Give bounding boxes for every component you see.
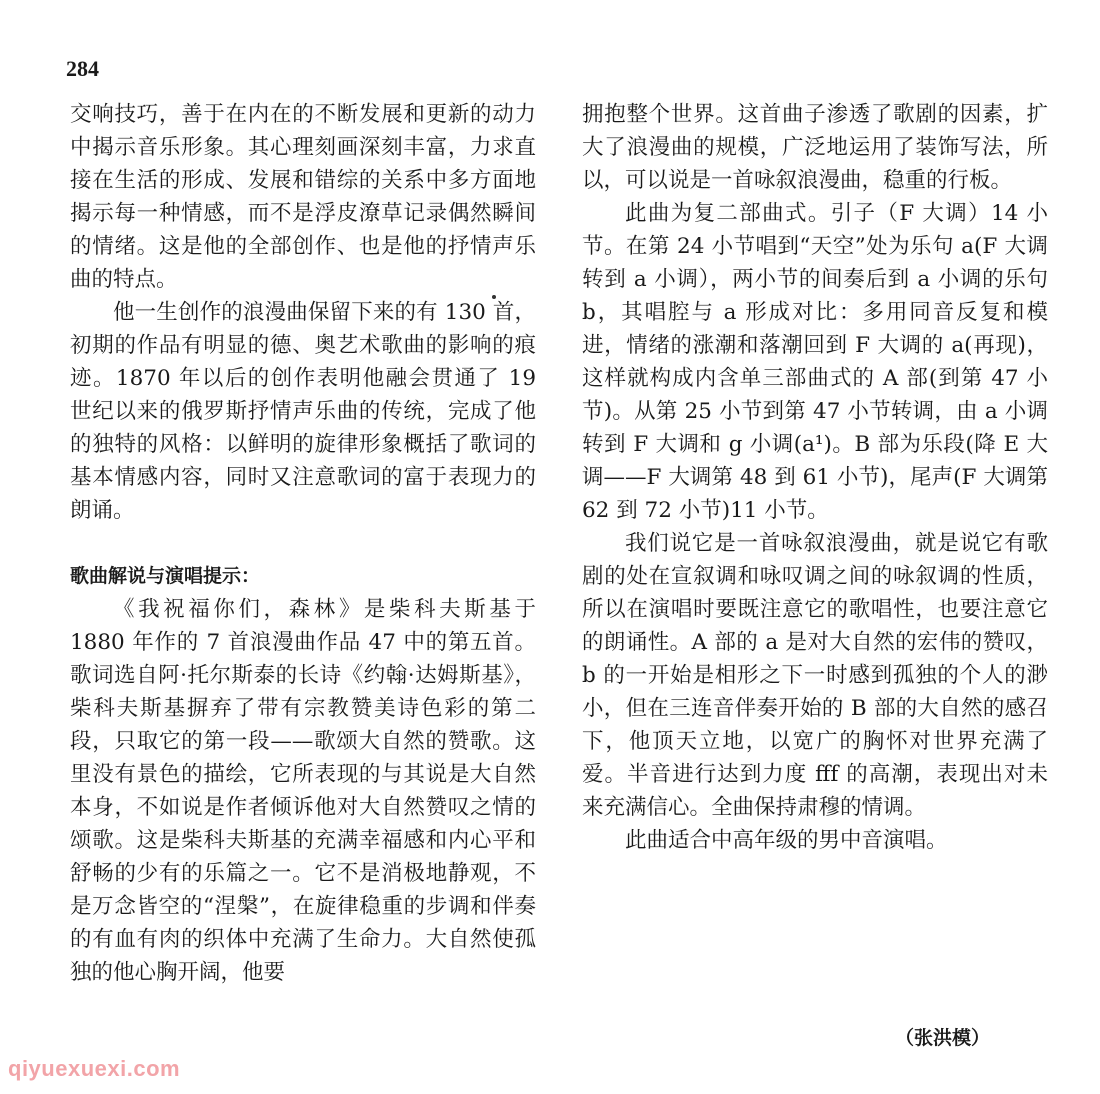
paragraph-suitability: 此曲适合中高年级的男中音演唱。 (625, 828, 948, 853)
left-column (70, 98, 536, 989)
paragraph-creative-style: 交响技巧，善于在内在的不断发展和更新的动力中揭示音乐形象。其心理刻画深刻丰富，力求直接在生活的形成、发展和错综的关系中多方面地揭示每一种情感，而不是浮皮潦草记录偶然瞬间的情绪。这是他的全部创作、也是他的抒情声乐曲的特点。 (70, 102, 536, 292)
section-heading: 歌曲解说与演唱提示： (70, 565, 261, 587)
site-watermark: qiyuexuexi.com (8, 1056, 181, 1081)
paragraph-song-explanation: 《我祝福你们，森林》是柴科夫斯基于 1880 年作的 7 首浪漫曲作品 47 中的第五首。歌词选自阿·托尔斯泰的长诗《约翰·达姆斯基》，柴科夫斯基摒弃了带有宗教赞美诗色彩的第二段，只取它的第一段——歌颂大自然的赞歌。这里没有景色的描绘，它所表现的与其说是大自然本身，不如说是作者倾诉他对大自然赞叹之情的颂歌。这是柴科夫斯基的充满幸福感和内心平和舒畅的少有的乐篇之一。它不是消极地静观，不是万念皆空的“涅槃”，在旋律稳重的步调和伴奏的有血有肉的织体中充满了生命力。大自然使孤独的他心胸开阔，他要 (70, 597, 536, 985)
scan-speck (492, 295, 496, 299)
page-number: 284 (66, 56, 99, 81)
right-column (582, 98, 1048, 857)
paragraph-gap (70, 527, 536, 560)
author-signature: （张洪模） (895, 1027, 991, 1049)
paragraph-continuation: 拥抱整个世界。这首曲子渗透了歌剧的因素，扩大了浪漫曲的规模，广泛地运用了装饰写法，所以，可以说是一首咏叙浪漫曲，稳重的行板。 (582, 102, 1048, 193)
paragraph-performance-tips: 我们说它是一首咏叙浪漫曲，就是说它有歌剧的处在宣叙调和咏叹调之间的咏叙调的性质，所以在演唱时要既注意它的歌唱性，也要注意它的朗诵性。A 部的 a 是对大自然的宏伟的赞叹，b 的一开始是相形之下一时感到孤独的个人的渺小，但在三连音伴奏开始的 B 部的大自然的感召下，他顶天立地，以宽广的胸怀对世界充满了爱。半音进行达到力度 fff 的高潮，表现出对未来充满信心。全曲保持肃穆的情调。 (582, 531, 1048, 820)
paragraph-romances-overview: 他一生创作的浪漫曲保留下来的有 130 首，初期的作品有明显的德、奥艺术歌曲的影响的痕迹。1870 年以后的创作表明他融会贯通了 19 世纪以来的俄罗斯抒情声乐曲的传统，完成了他的独特的风格：以鲜明的旋律形象概括了歌词的基本情感内容，同时又注意歌词的富于表现力的朗诵。 (70, 300, 536, 523)
paragraph-form-analysis: 此曲为复二部曲式。引子（F 大调）14 小节。在第 24 小节唱到“天空”处为乐句 a(F 大调转到 a 小调），两小节的间奏后到 a 小调的乐句 b，其唱腔与 a 形成对比：多用同音反复和模进，情绪的涨潮和落潮回到 F 大调的 a(再现)，这样就构成内含单三部曲式的 A 部(到第 47 小节)。从第 25 小节到第 47 小节转调，由 a 小调转到 F 大调和 g 小调(a¹)。B 部为乐段(降 E 大调——F 大调第 48 到 61 小节)，尾声(F 大调第 62 到 72 小节)11 小节。 (582, 201, 1048, 523)
